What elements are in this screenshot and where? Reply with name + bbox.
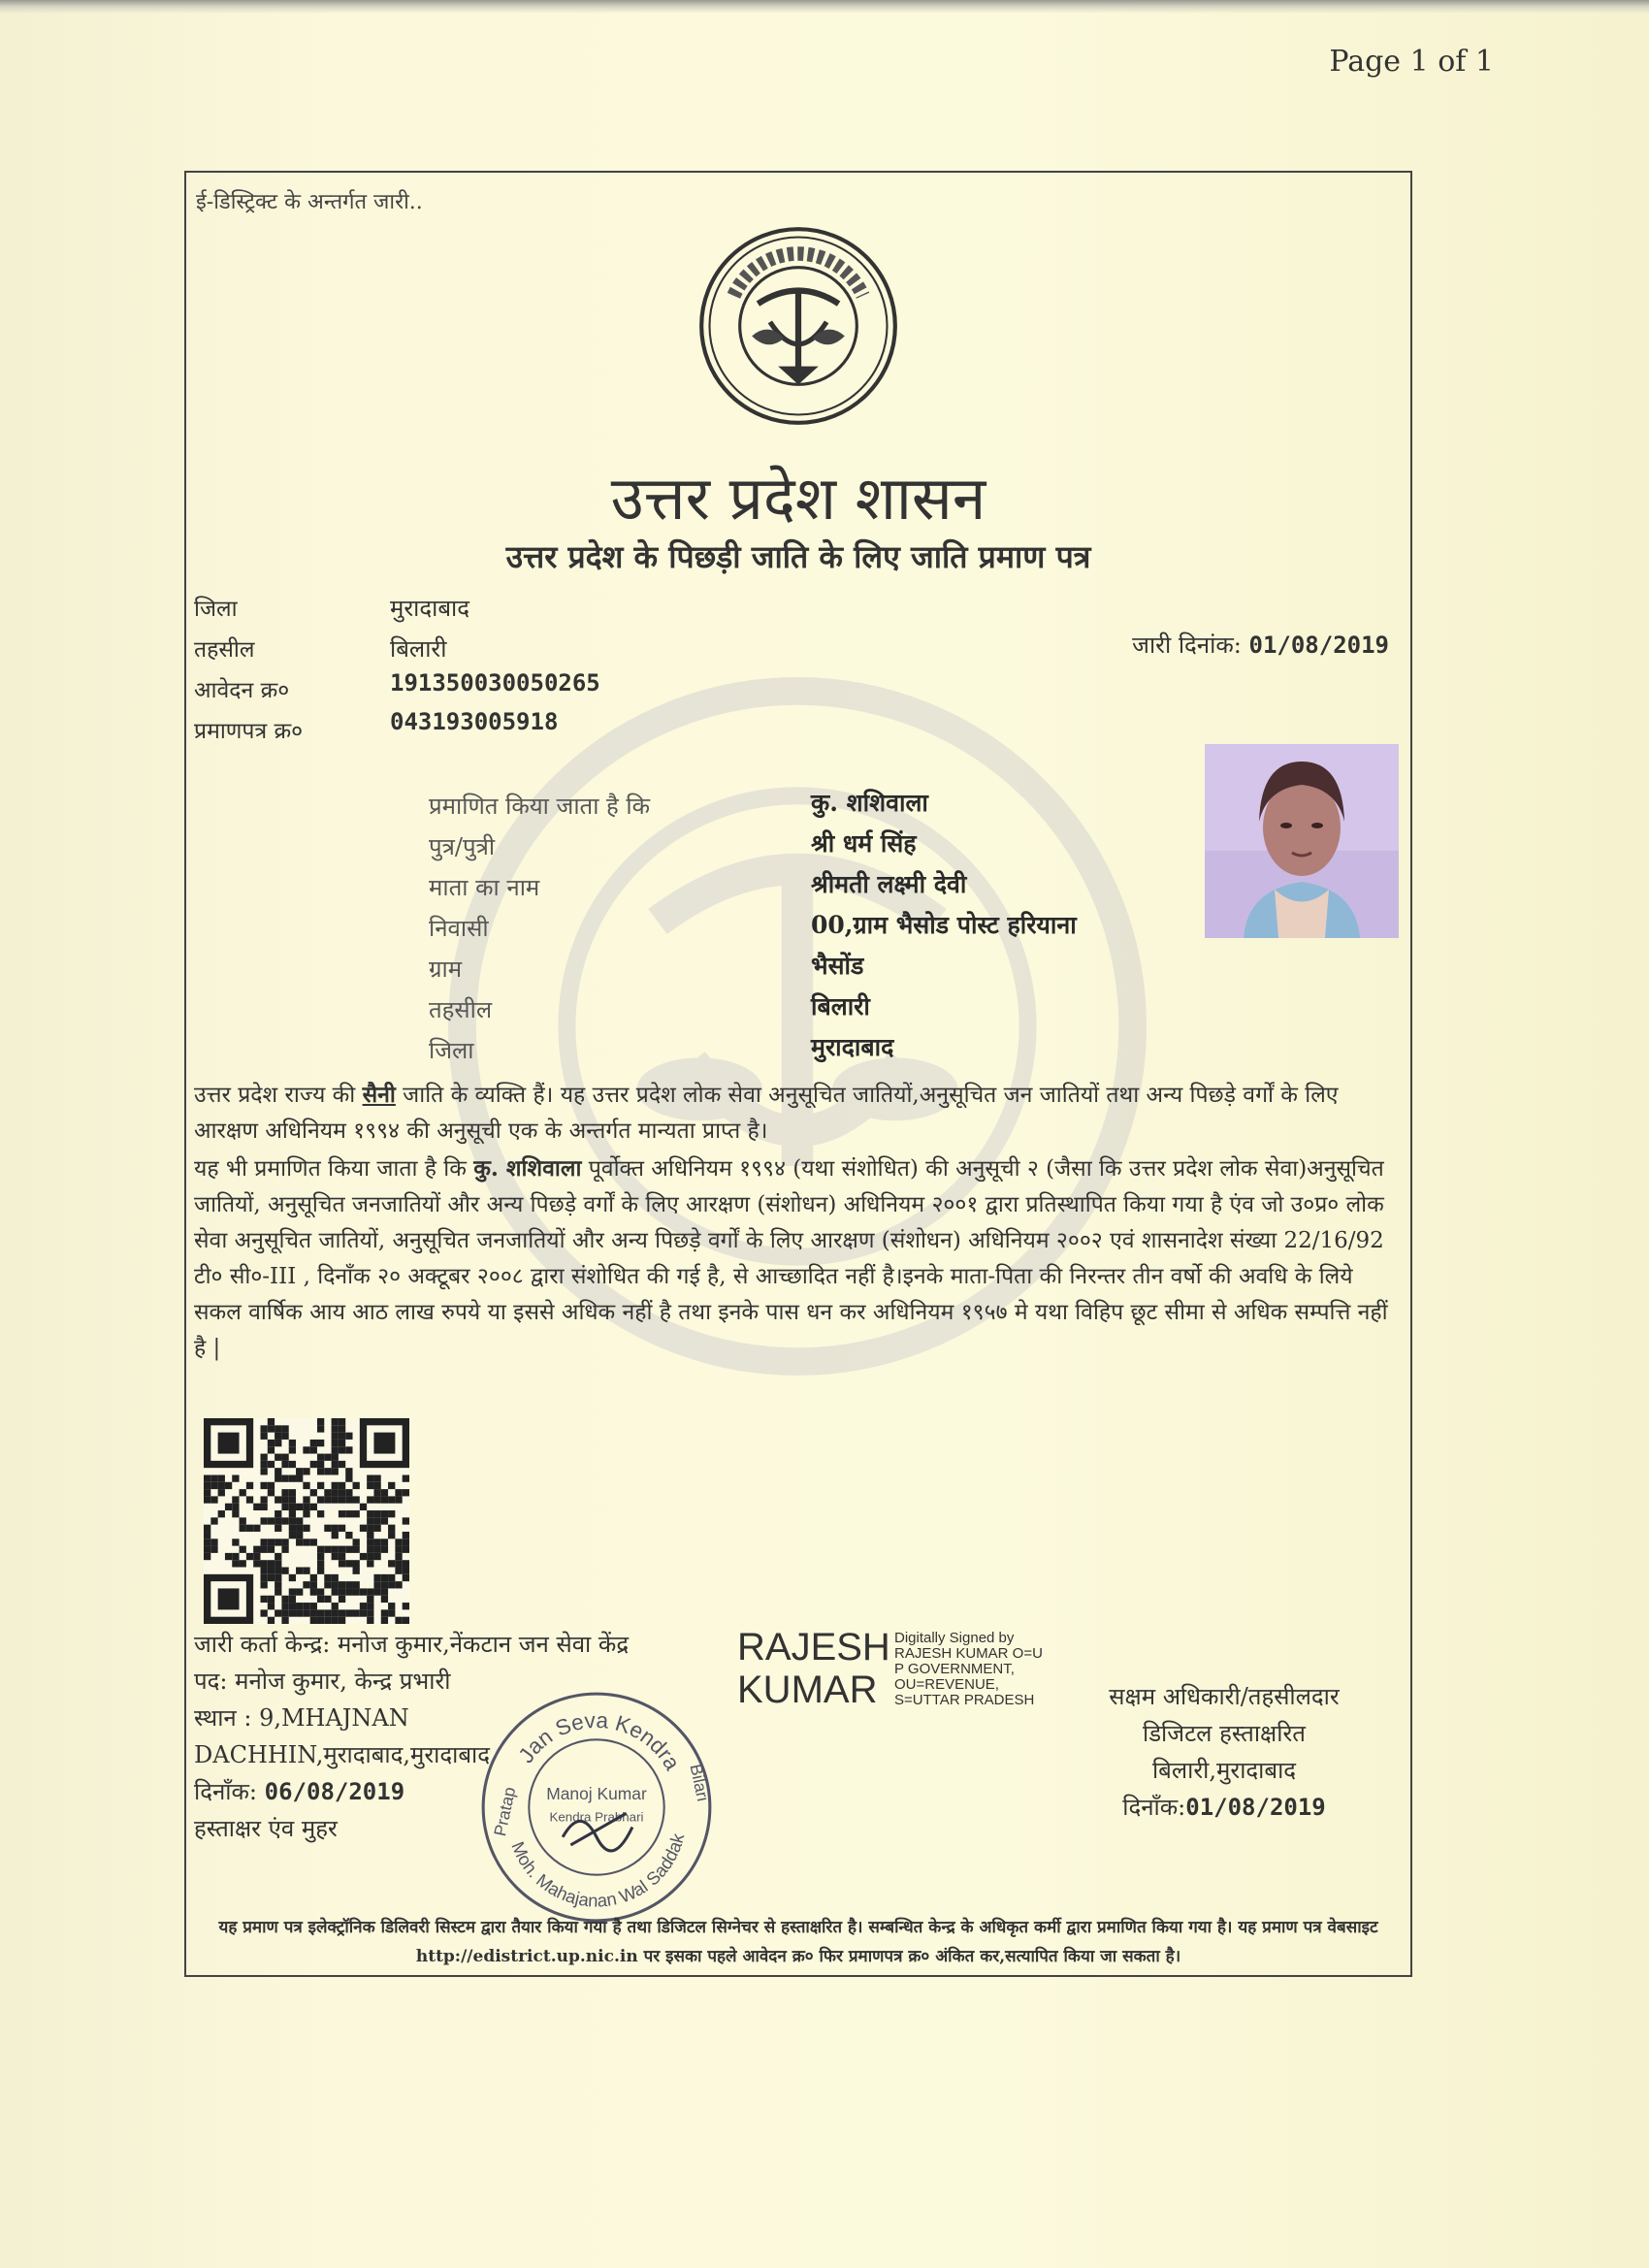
issuing-center-post: पद: मनोज कुमार, केन्द्र प्रभारी [194,1668,451,1695]
signature-detail-line: RAJESH KUMAR O=U [894,1645,1043,1662]
issuing-center-place-1: स्थान : 9,MHAJNAN [194,1704,409,1732]
authority-date-value: 01/08/2019 [1185,1794,1326,1821]
issuing-center-sign-label: हस्ताक्षर एंव मुहर [194,1815,338,1842]
field-value-tehsil: बिलारी [811,992,870,1021]
issue-date-value: 01/08/2019 [1248,632,1389,659]
signature-detail-line: P GOVERNMENT, [894,1661,1015,1677]
up-government-seal-icon [697,225,899,427]
income-paragraph [194,1150,1403,1367]
field-label-mother: माता का नाम [429,874,540,901]
tehsil-value: बिलारी [390,635,447,663]
certificate-number-label: प्रमाणपत्र क्र० [194,719,304,744]
issue-date-label: जारी दिनांक: [1132,632,1242,659]
stamp-center-name: Manoj Kumar [546,1783,647,1803]
field-value-village: भैसोंड [811,952,864,980]
signer-first-name: RAJESH [737,1626,890,1669]
field-label-tehsil: तहसील [429,996,493,1023]
applicant-photo [1205,744,1399,938]
authority-signed: डिजिटल हस्ताक्षरित [1143,1720,1306,1747]
income-paragraph-lead: यह भी प्रमाणित किया जाता है कि [194,1156,474,1182]
field-label-certified: प्रमाणित किया जाता है कि [429,793,651,820]
authority-date-label: दिनाँक: [1122,1794,1186,1821]
verification-footer: यह प्रमाण पत्र इलेक्ट्रॉनिक डिलिवरी सिस्टम द्वारा तैयार किया गया है तथा डिजिटल सिग्नेचर से हस्ताक्षरित है। सम्बन्धित केन्द्र के अधिकृत कर्मी द्वारा प्रमाणित किया गया है। यह प्रमाण पत्र वेबसाइट http://edistrict.up.nic.in पर इसका पहले आवेदन क्र० फिर प्रमाणपत्र क्र० अंकित कर,सत्यापित किया जा सकता है। [218,1918,1378,1966]
issuing-center-place-2: DACHHIN,मुरादाबाद,मुरादाबाद [194,1741,491,1768]
caste-name: सैनी [362,1082,396,1108]
issuing-center-date-value: 06/08/2019 [264,1778,405,1805]
authority-date [1079,1789,1370,1826]
caste-paragraph [194,1077,1403,1150]
digital-signature-name [737,1626,890,1711]
district-label: जिला [194,597,238,622]
income-paragraph-body: पूर्वोक्त अधिनियम १९९४ (यथा संशोधित) की अनुसूची २ (जैसा कि उत्तर प्रदेश लोक सेवा)अनुसूचित जातियों, अनुसूचित जनजातियों और अन्य पिछड़े वर्गों के लिए आरक्षण (संशोधन) अधिनियम २००१ द्वारा प्रतिस्थापित किया गया है एंव जो उ०प्र० लोक सेवा अनुसूचित जातियों, अनुसूचित जनजातियों और अन्य पिछड़े वर्गों के लिए आरक्षण (संशोधन) अधिनियम २००२ एवं शासनादेश संख्या 22/16/92 टी० सी०-III , दिनाँक २० अक्टूबर २००८ द्वारा संशोधित की गई है, से आच्छादित नहीं है।इनके माता-पिता की निरन्तर तीन वर्षो की अवधि के लिये सकल वार्षिक आय आठ लाख रुपये या इससे अधिक नहीं है तथा इनके पास धन कर अधिनियम १९५७ मे यथा विहिप छूट सीमा से अधिक सम्पत्ति नहीं है | [194,1156,1388,1361]
field-value-resident: 00,ग्राम भैसोड पोस्ट हरियाना [811,911,1077,939]
signature-detail-line: S=UTTAR PRADESH [894,1692,1035,1708]
certificate-frame [184,171,1412,1977]
issued-under-note: ई-डिस्ट्रिक्ट के अन्तर्गत जारी.. [196,190,423,214]
income-paragraph-name: कु. शशिवाला [473,1155,582,1182]
authority-designation: सक्षम अधिकारी/तहसीलदार [1109,1683,1340,1710]
page-number: Page 1 of 1 [1329,45,1494,79]
qr-code [204,1418,409,1624]
field-label-resident: निवासी [429,915,489,942]
field-label-village: ग्राम [429,956,463,983]
authority-place: बिलारी,मुरादाबाद [1151,1757,1297,1784]
field-label-district: जिला [429,1037,474,1064]
application-number-value: 191350030050265 [390,669,600,697]
seva-kendra-stamp-icon [477,1688,716,1927]
field-value-name: कु. शशिवाला [811,789,928,817]
stamp-ring-left: Pratap [490,1785,520,1838]
field-value-father: श्री धर्म सिंह [811,829,917,858]
issue-date [1132,629,1389,661]
scan-edge [0,0,1649,14]
application-number-label: आवेदन क्र० [194,678,290,703]
government-title: उत्तर प्रदेश शासन [610,463,986,534]
caste-paragraph-body: जाति के व्यक्ति हैं। यह उत्तर प्रदेश लोक सेवा अनुसूचित जातियों,अनुसूचित जन जातियों तथा अन्य पिछड़े वर्गों के लिए आरक्षण अधिनियम १९९४ की अनुसूची एक के अन्तर्गत मान्यता प्राप्त है। [194,1083,1339,1144]
digital-signature-details [894,1631,1043,1708]
stamp-center-role: Kendra Prabhari [549,1809,644,1825]
issuing-center-date-label: दिनाँक: [194,1778,258,1805]
svg-text:Jan Seva Kendra [513,1708,685,1775]
district-value: मुरादाबाद [390,595,470,622]
field-value-district: मुरादाबाद [811,1033,894,1061]
signature-detail-line: Digitally Signed by [894,1630,1015,1646]
field-label-parent: पुत्र/पुत्री [429,833,496,860]
stamp-ring-top: Jan Seva Kendra [513,1707,685,1774]
field-value-mother: श्रीमती लक्ष्मी देवी [811,870,967,898]
certificate-number-value: 043193005918 [390,708,559,735]
certificate-title: उत्तर प्रदेश के पिछड़ी जाति के लिए जाति प्रमाण पत्र [505,538,1091,575]
signer-last-name: KUMAR [737,1669,878,1711]
stamp-ring-right: Bilari [686,1762,714,1803]
issuing-center-name: जारी कर्ता केन्द्र: मनोज कुमार,नेंकटान जन सेवा केंद्र [194,1631,630,1658]
authority-block [1079,1678,1370,1826]
tehsil-label: तहसील [194,637,255,663]
stamp-ring-bottom: Moh. Mahajanan Wal Saddak [507,1831,689,1911]
signature-detail-line: OU=REVENUE, [894,1676,999,1693]
caste-paragraph-lead: उत्तर प्रदेश राज्य की [194,1083,363,1108]
